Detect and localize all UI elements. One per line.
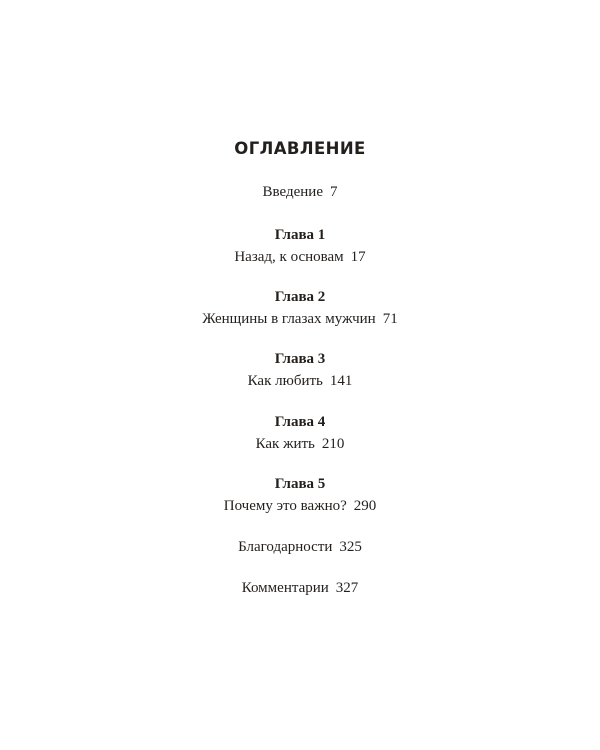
toc-entry-line bbox=[0, 536, 600, 558]
toc-entry-chapter-1 bbox=[0, 224, 600, 268]
toc-chapter-label: Глава 3 bbox=[274, 351, 326, 367]
toc-entry-chapter-5 bbox=[0, 473, 600, 517]
toc-entry-title: Женщины в глазах мужчин bbox=[202, 311, 376, 327]
toc-entry-line bbox=[0, 495, 600, 517]
toc-page-number: 141 bbox=[329, 373, 353, 389]
toc-entry-title: Как жить bbox=[255, 436, 315, 452]
toc-entry-line bbox=[0, 433, 600, 455]
toc-page-number: 7 bbox=[329, 184, 338, 200]
toc-entry-introduction bbox=[0, 181, 600, 203]
toc-entry-line bbox=[0, 308, 600, 330]
toc-entry-chapter-3 bbox=[0, 348, 600, 392]
toc-chapter-label: Глава 5 bbox=[274, 476, 326, 492]
toc-heading: ОГЛАВЛЕНИЕ bbox=[234, 139, 366, 158]
toc-entry-title: Как любить bbox=[247, 373, 323, 389]
toc-page-number: 325 bbox=[339, 539, 362, 555]
toc-entry-title: Введение bbox=[262, 184, 323, 200]
toc-chapter-label: Глава 4 bbox=[274, 414, 326, 430]
toc-page-number: 71 bbox=[382, 311, 398, 327]
toc-page-number: 17 bbox=[350, 249, 366, 265]
toc-entry-title: Назад, к основам bbox=[234, 249, 344, 265]
toc-page-number: 290 bbox=[353, 498, 377, 514]
toc-page-number: 210 bbox=[321, 436, 345, 452]
toc-entry-comments bbox=[0, 577, 600, 599]
toc-entry-chapter-2 bbox=[0, 286, 600, 330]
toc-chapter-label: Глава 1 bbox=[274, 227, 326, 243]
toc-entry-title: Почему это важно? bbox=[223, 498, 347, 514]
toc-entry-line bbox=[0, 246, 600, 268]
toc-entry-title: Благодарности bbox=[238, 539, 333, 555]
toc-entry-line bbox=[0, 370, 600, 392]
toc-entry-line bbox=[0, 181, 600, 203]
toc-entry-acknowledgements bbox=[0, 536, 600, 558]
toc-entry-chapter-4 bbox=[0, 411, 600, 455]
toc-chapter-label: Глава 2 bbox=[274, 289, 326, 305]
toc-entry-title: Комментарии bbox=[241, 580, 329, 596]
toc-page-number: 327 bbox=[335, 580, 359, 596]
toc-entry-line bbox=[0, 577, 600, 599]
